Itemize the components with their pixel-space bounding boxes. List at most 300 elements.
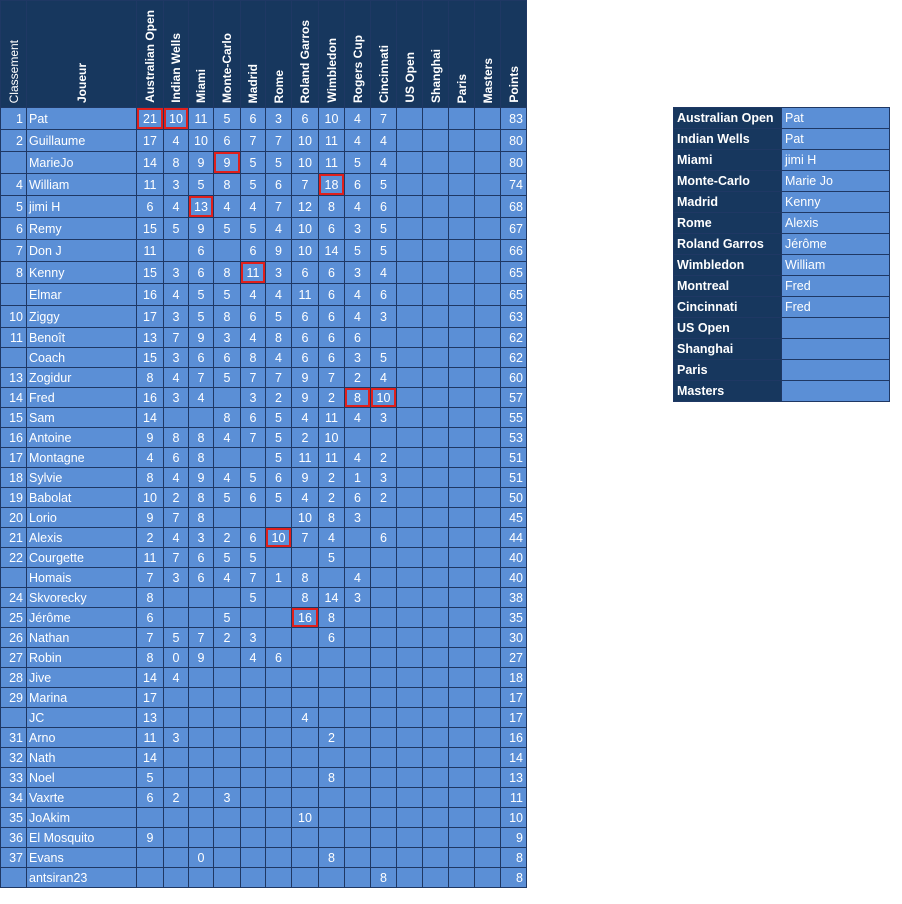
- score-cell-wimbledon[interactable]: 6: [319, 628, 345, 648]
- tournament-name[interactable]: Cincinnati: [674, 297, 782, 318]
- score-cell-shanghai[interactable]: [423, 608, 449, 628]
- rank-cell[interactable]: 19: [1, 488, 27, 508]
- score-cell-cincinnati[interactable]: [371, 608, 397, 628]
- score-cell-australian-open[interactable]: 17: [137, 130, 164, 152]
- score-cell-monte-carlo[interactable]: [214, 868, 241, 888]
- score-cell-shanghai[interactable]: [423, 108, 449, 130]
- score-cell-roland-garros[interactable]: 10: [292, 130, 319, 152]
- score-cell-miami[interactable]: 9: [189, 218, 214, 240]
- player-cell[interactable]: Guillaume: [27, 130, 137, 152]
- score-cell-us-open[interactable]: [397, 196, 423, 218]
- score-cell-cincinnati[interactable]: [371, 828, 397, 848]
- column-header-points[interactable]: [501, 1, 527, 108]
- score-cell-indian-wells[interactable]: 4: [164, 284, 189, 306]
- score-cell-rome[interactable]: [266, 588, 292, 608]
- score-cell-rogers-cup[interactable]: [345, 648, 371, 668]
- score-cell-australian-open[interactable]: 14: [137, 408, 164, 428]
- score-cell-shanghai[interactable]: [423, 240, 449, 262]
- score-cell-australian-open[interactable]: 9: [137, 508, 164, 528]
- score-cell-paris[interactable]: [449, 568, 475, 588]
- score-cell-masters[interactable]: [475, 174, 501, 196]
- score-cell-us-open[interactable]: [397, 368, 423, 388]
- score-cell-us-open[interactable]: [397, 448, 423, 468]
- score-cell-paris[interactable]: [449, 528, 475, 548]
- score-cell-rome[interactable]: 5: [266, 408, 292, 428]
- score-cell-australian-open[interactable]: 6: [137, 196, 164, 218]
- score-cell-australian-open[interactable]: 8: [137, 368, 164, 388]
- score-cell-monte-carlo[interactable]: 9: [214, 152, 241, 174]
- score-cell-cincinnati[interactable]: [371, 588, 397, 608]
- score-cell-shanghai[interactable]: [423, 468, 449, 488]
- score-cell-roland-garros[interactable]: [292, 788, 319, 808]
- points-cell[interactable]: 53: [501, 428, 527, 448]
- score-cell-us-open[interactable]: [397, 608, 423, 628]
- score-cell-monte-carlo[interactable]: 5: [214, 108, 241, 130]
- score-cell-paris[interactable]: [449, 262, 475, 284]
- score-cell-madrid[interactable]: 6: [241, 488, 266, 508]
- points-cell[interactable]: 65: [501, 262, 527, 284]
- score-cell-cincinnati[interactable]: [371, 648, 397, 668]
- rank-cell[interactable]: 1: [1, 108, 27, 130]
- tournament-name[interactable]: Paris: [674, 360, 782, 381]
- score-cell-paris[interactable]: [449, 868, 475, 888]
- winner-name[interactable]: Fred: [782, 297, 890, 318]
- score-cell-paris[interactable]: [449, 368, 475, 388]
- points-cell[interactable]: 51: [501, 468, 527, 488]
- points-cell[interactable]: 35: [501, 608, 527, 628]
- score-cell-roland-garros[interactable]: [292, 828, 319, 848]
- score-cell-australian-open[interactable]: [137, 848, 164, 868]
- score-cell-masters[interactable]: [475, 262, 501, 284]
- score-cell-masters[interactable]: [475, 218, 501, 240]
- score-cell-cincinnati[interactable]: 5: [371, 348, 397, 368]
- score-cell-indian-wells[interactable]: 10: [164, 108, 189, 130]
- score-cell-madrid[interactable]: [241, 848, 266, 868]
- score-cell-monte-carlo[interactable]: 5: [214, 488, 241, 508]
- score-cell-indian-wells[interactable]: [164, 808, 189, 828]
- score-cell-miami[interactable]: [189, 668, 214, 688]
- score-cell-roland-garros[interactable]: 9: [292, 368, 319, 388]
- column-header-indian-wells[interactable]: [164, 1, 189, 108]
- score-cell-shanghai[interactable]: [423, 218, 449, 240]
- score-cell-monte-carlo[interactable]: 8: [214, 174, 241, 196]
- score-cell-paris[interactable]: [449, 408, 475, 428]
- score-cell-miami[interactable]: 6: [189, 240, 214, 262]
- rank-cell[interactable]: 29: [1, 688, 27, 708]
- score-cell-indian-wells[interactable]: 4: [164, 668, 189, 688]
- score-cell-us-open[interactable]: [397, 262, 423, 284]
- score-cell-masters[interactable]: [475, 548, 501, 568]
- score-cell-rome[interactable]: [266, 848, 292, 868]
- player-cell[interactable]: Zogidur: [27, 368, 137, 388]
- score-cell-australian-open[interactable]: 15: [137, 218, 164, 240]
- points-cell[interactable]: 74: [501, 174, 527, 196]
- score-cell-indian-wells[interactable]: 8: [164, 152, 189, 174]
- score-cell-monte-carlo[interactable]: [214, 768, 241, 788]
- points-cell[interactable]: 14: [501, 748, 527, 768]
- score-cell-masters[interactable]: [475, 868, 501, 888]
- score-cell-madrid[interactable]: [241, 868, 266, 888]
- score-cell-australian-open[interactable]: 8: [137, 648, 164, 668]
- player-cell[interactable]: Sylvie: [27, 468, 137, 488]
- winner-name[interactable]: [782, 339, 890, 360]
- score-cell-indian-wells[interactable]: 3: [164, 174, 189, 196]
- score-cell-us-open[interactable]: [397, 152, 423, 174]
- rank-cell[interactable]: 15: [1, 408, 27, 428]
- score-cell-miami[interactable]: [189, 608, 214, 628]
- score-cell-us-open[interactable]: [397, 240, 423, 262]
- score-cell-paris[interactable]: [449, 388, 475, 408]
- score-cell-indian-wells[interactable]: 4: [164, 528, 189, 548]
- score-cell-us-open[interactable]: [397, 808, 423, 828]
- score-cell-cincinnati[interactable]: 2: [371, 488, 397, 508]
- score-cell-us-open[interactable]: [397, 388, 423, 408]
- points-cell[interactable]: 83: [501, 108, 527, 130]
- rank-cell[interactable]: 26: [1, 628, 27, 648]
- player-cell[interactable]: Nath: [27, 748, 137, 768]
- score-cell-shanghai[interactable]: [423, 348, 449, 368]
- score-cell-rome[interactable]: [266, 828, 292, 848]
- score-cell-us-open[interactable]: [397, 588, 423, 608]
- score-cell-madrid[interactable]: [241, 728, 266, 748]
- score-cell-cincinnati[interactable]: [371, 688, 397, 708]
- score-cell-wimbledon[interactable]: 10: [319, 428, 345, 448]
- tournament-name[interactable]: Indian Wells: [674, 129, 782, 150]
- score-cell-miami[interactable]: [189, 708, 214, 728]
- score-cell-cincinnati[interactable]: [371, 808, 397, 828]
- score-cell-wimbledon[interactable]: [319, 568, 345, 588]
- score-cell-us-open[interactable]: [397, 748, 423, 768]
- score-cell-madrid[interactable]: 4: [241, 196, 266, 218]
- score-cell-roland-garros[interactable]: [292, 688, 319, 708]
- score-cell-madrid[interactable]: 3: [241, 628, 266, 648]
- score-cell-australian-open[interactable]: 21: [137, 108, 164, 130]
- points-cell[interactable]: 17: [501, 708, 527, 728]
- score-cell-indian-wells[interactable]: 0: [164, 648, 189, 668]
- score-cell-us-open[interactable]: [397, 306, 423, 328]
- score-cell-masters[interactable]: [475, 748, 501, 768]
- score-cell-rome[interactable]: 3: [266, 262, 292, 284]
- score-cell-rogers-cup[interactable]: [345, 548, 371, 568]
- score-cell-us-open[interactable]: [397, 788, 423, 808]
- score-cell-madrid[interactable]: 5: [241, 548, 266, 568]
- score-cell-roland-garros[interactable]: 10: [292, 240, 319, 262]
- points-cell[interactable]: 44: [501, 528, 527, 548]
- score-cell-indian-wells[interactable]: [164, 768, 189, 788]
- score-cell-masters[interactable]: [475, 608, 501, 628]
- rank-cell[interactable]: 37: [1, 848, 27, 868]
- score-cell-miami[interactable]: 11: [189, 108, 214, 130]
- score-cell-masters[interactable]: [475, 428, 501, 448]
- rank-cell[interactable]: 31: [1, 728, 27, 748]
- score-cell-madrid[interactable]: [241, 448, 266, 468]
- score-cell-miami[interactable]: [189, 588, 214, 608]
- winner-name[interactable]: [782, 318, 890, 339]
- score-cell-rome[interactable]: [266, 628, 292, 648]
- score-cell-rogers-cup[interactable]: 5: [345, 152, 371, 174]
- rank-cell[interactable]: 20: [1, 508, 27, 528]
- rank-cell[interactable]: 36: [1, 828, 27, 848]
- score-cell-cincinnati[interactable]: [371, 328, 397, 348]
- score-cell-us-open[interactable]: [397, 328, 423, 348]
- column-header-rome[interactable]: [266, 1, 292, 108]
- score-cell-miami[interactable]: 8: [189, 448, 214, 468]
- player-cell[interactable]: Homais: [27, 568, 137, 588]
- score-cell-rome[interactable]: 8: [266, 328, 292, 348]
- score-cell-rome[interactable]: 5: [266, 152, 292, 174]
- rank-cell[interactable]: 21: [1, 528, 27, 548]
- score-cell-paris[interactable]: [449, 240, 475, 262]
- player-cell[interactable]: Marina: [27, 688, 137, 708]
- score-cell-rome[interactable]: 6: [266, 648, 292, 668]
- player-cell[interactable]: Nathan: [27, 628, 137, 648]
- points-cell[interactable]: 8: [501, 868, 527, 888]
- score-cell-australian-open[interactable]: 11: [137, 548, 164, 568]
- rank-cell[interactable]: 33: [1, 768, 27, 788]
- score-cell-indian-wells[interactable]: 7: [164, 548, 189, 568]
- points-cell[interactable]: 13: [501, 768, 527, 788]
- score-cell-roland-garros[interactable]: [292, 868, 319, 888]
- player-cell[interactable]: Skvorecky: [27, 588, 137, 608]
- score-cell-roland-garros[interactable]: 9: [292, 388, 319, 408]
- score-cell-rome[interactable]: 2: [266, 388, 292, 408]
- score-cell-shanghai[interactable]: [423, 388, 449, 408]
- score-cell-indian-wells[interactable]: 6: [164, 448, 189, 468]
- score-cell-indian-wells[interactable]: 8: [164, 428, 189, 448]
- score-cell-monte-carlo[interactable]: 2: [214, 628, 241, 648]
- score-cell-paris[interactable]: [449, 828, 475, 848]
- score-cell-shanghai[interactable]: [423, 628, 449, 648]
- player-cell[interactable]: Lorio: [27, 508, 137, 528]
- score-cell-monte-carlo[interactable]: [214, 828, 241, 848]
- score-cell-paris[interactable]: [449, 688, 475, 708]
- score-cell-wimbledon[interactable]: 11: [319, 130, 345, 152]
- score-cell-roland-garros[interactable]: 2: [292, 428, 319, 448]
- score-cell-rogers-cup[interactable]: [345, 868, 371, 888]
- player-cell[interactable]: Noel: [27, 768, 137, 788]
- score-cell-madrid[interactable]: [241, 808, 266, 828]
- score-cell-wimbledon[interactable]: 8: [319, 196, 345, 218]
- score-cell-wimbledon[interactable]: 6: [319, 306, 345, 328]
- rank-cell[interactable]: 22: [1, 548, 27, 568]
- score-cell-miami[interactable]: 8: [189, 428, 214, 448]
- score-cell-wimbledon[interactable]: [319, 828, 345, 848]
- score-cell-rogers-cup[interactable]: 3: [345, 588, 371, 608]
- score-cell-rogers-cup[interactable]: [345, 728, 371, 748]
- score-cell-wimbledon[interactable]: 11: [319, 448, 345, 468]
- score-cell-us-open[interactable]: [397, 218, 423, 240]
- column-header-miami[interactable]: [189, 1, 214, 108]
- score-cell-paris[interactable]: [449, 130, 475, 152]
- score-cell-cincinnati[interactable]: 6: [371, 196, 397, 218]
- score-cell-masters[interactable]: [475, 688, 501, 708]
- score-cell-roland-garros[interactable]: 6: [292, 108, 319, 130]
- score-cell-rogers-cup[interactable]: 4: [345, 130, 371, 152]
- score-cell-roland-garros[interactable]: 11: [292, 284, 319, 306]
- score-cell-australian-open[interactable]: 14: [137, 668, 164, 688]
- player-cell[interactable]: Ziggy: [27, 306, 137, 328]
- rank-cell[interactable]: [1, 708, 27, 728]
- rank-cell[interactable]: 27: [1, 648, 27, 668]
- score-cell-monte-carlo[interactable]: 6: [214, 348, 241, 368]
- score-cell-australian-open[interactable]: 16: [137, 284, 164, 306]
- score-cell-roland-garros[interactable]: 10: [292, 808, 319, 828]
- score-cell-monte-carlo[interactable]: 4: [214, 428, 241, 448]
- winner-name[interactable]: Marie Jo: [782, 171, 890, 192]
- score-cell-wimbledon[interactable]: 8: [319, 608, 345, 628]
- score-cell-shanghai[interactable]: [423, 688, 449, 708]
- score-cell-australian-open[interactable]: 11: [137, 240, 164, 262]
- score-cell-monte-carlo[interactable]: 6: [214, 130, 241, 152]
- column-header-paris[interactable]: [449, 1, 475, 108]
- score-cell-indian-wells[interactable]: [164, 748, 189, 768]
- points-cell[interactable]: 30: [501, 628, 527, 648]
- score-cell-paris[interactable]: [449, 748, 475, 768]
- score-cell-miami[interactable]: 6: [189, 262, 214, 284]
- score-cell-cincinnati[interactable]: 4: [371, 368, 397, 388]
- tournament-name[interactable]: Wimbledon: [674, 255, 782, 276]
- score-cell-monte-carlo[interactable]: [214, 708, 241, 728]
- score-cell-paris[interactable]: [449, 428, 475, 448]
- score-cell-masters[interactable]: [475, 768, 501, 788]
- score-cell-australian-open[interactable]: 17: [137, 306, 164, 328]
- score-cell-cincinnati[interactable]: [371, 508, 397, 528]
- points-cell[interactable]: 45: [501, 508, 527, 528]
- score-cell-australian-open[interactable]: 13: [137, 328, 164, 348]
- score-cell-miami[interactable]: [189, 688, 214, 708]
- score-cell-indian-wells[interactable]: [164, 708, 189, 728]
- score-cell-indian-wells[interactable]: 3: [164, 388, 189, 408]
- score-cell-madrid[interactable]: [241, 508, 266, 528]
- score-cell-wimbledon[interactable]: 5: [319, 548, 345, 568]
- score-cell-shanghai[interactable]: [423, 868, 449, 888]
- score-cell-madrid[interactable]: [241, 748, 266, 768]
- rank-cell[interactable]: [1, 568, 27, 588]
- score-cell-paris[interactable]: [449, 728, 475, 748]
- score-cell-masters[interactable]: [475, 588, 501, 608]
- score-cell-monte-carlo[interactable]: [214, 848, 241, 868]
- points-cell[interactable]: 38: [501, 588, 527, 608]
- score-cell-indian-wells[interactable]: 3: [164, 568, 189, 588]
- score-cell-masters[interactable]: [475, 130, 501, 152]
- player-cell[interactable]: Sam: [27, 408, 137, 428]
- score-cell-madrid[interactable]: 7: [241, 428, 266, 448]
- score-cell-wimbledon[interactable]: 2: [319, 488, 345, 508]
- tournament-name[interactable]: Shanghai: [674, 339, 782, 360]
- score-cell-rogers-cup[interactable]: 3: [345, 508, 371, 528]
- score-cell-shanghai[interactable]: [423, 548, 449, 568]
- score-cell-indian-wells[interactable]: 3: [164, 728, 189, 748]
- score-cell-rogers-cup[interactable]: [345, 788, 371, 808]
- score-cell-monte-carlo[interactable]: 4: [214, 568, 241, 588]
- score-cell-us-open[interactable]: [397, 728, 423, 748]
- player-cell[interactable]: antsiran23: [27, 868, 137, 888]
- score-cell-monte-carlo[interactable]: [214, 508, 241, 528]
- score-cell-miami[interactable]: 8: [189, 508, 214, 528]
- score-cell-wimbledon[interactable]: [319, 808, 345, 828]
- score-cell-paris[interactable]: [449, 328, 475, 348]
- score-cell-masters[interactable]: [475, 528, 501, 548]
- score-cell-rogers-cup[interactable]: 3: [345, 218, 371, 240]
- score-cell-madrid[interactable]: 7: [241, 130, 266, 152]
- score-cell-monte-carlo[interactable]: 5: [214, 548, 241, 568]
- score-cell-australian-open[interactable]: [137, 868, 164, 888]
- score-cell-wimbledon[interactable]: 2: [319, 388, 345, 408]
- score-cell-wimbledon[interactable]: 8: [319, 508, 345, 528]
- score-cell-us-open[interactable]: [397, 768, 423, 788]
- score-cell-rome[interactable]: 5: [266, 448, 292, 468]
- score-cell-us-open[interactable]: [397, 528, 423, 548]
- score-cell-roland-garros[interactable]: 6: [292, 262, 319, 284]
- score-cell-madrid[interactable]: 6: [241, 306, 266, 328]
- tournament-name[interactable]: Monte-Carlo: [674, 171, 782, 192]
- score-cell-madrid[interactable]: 7: [241, 368, 266, 388]
- points-cell[interactable]: 55: [501, 408, 527, 428]
- winner-name[interactable]: [782, 360, 890, 381]
- score-cell-australian-open[interactable]: 5: [137, 768, 164, 788]
- score-cell-madrid[interactable]: 3: [241, 388, 266, 408]
- score-cell-masters[interactable]: [475, 328, 501, 348]
- player-cell[interactable]: William: [27, 174, 137, 196]
- score-cell-cincinnati[interactable]: 10: [371, 388, 397, 408]
- rank-cell[interactable]: 25: [1, 608, 27, 628]
- score-cell-us-open[interactable]: [397, 488, 423, 508]
- score-cell-rogers-cup[interactable]: 4: [345, 284, 371, 306]
- player-cell[interactable]: MarieJo: [27, 152, 137, 174]
- score-cell-madrid[interactable]: 8: [241, 348, 266, 368]
- score-cell-rome[interactable]: 6: [266, 174, 292, 196]
- score-cell-masters[interactable]: [475, 808, 501, 828]
- score-cell-australian-open[interactable]: 11: [137, 728, 164, 748]
- score-cell-shanghai[interactable]: [423, 848, 449, 868]
- score-cell-madrid[interactable]: 5: [241, 152, 266, 174]
- score-cell-us-open[interactable]: [397, 548, 423, 568]
- score-cell-cincinnati[interactable]: 3: [371, 306, 397, 328]
- points-cell[interactable]: 65: [501, 284, 527, 306]
- score-cell-rogers-cup[interactable]: 4: [345, 408, 371, 428]
- winner-name[interactable]: Kenny: [782, 192, 890, 213]
- points-cell[interactable]: 80: [501, 152, 527, 174]
- score-cell-madrid[interactable]: [241, 688, 266, 708]
- score-cell-australian-open[interactable]: 7: [137, 628, 164, 648]
- score-cell-madrid[interactable]: 11: [241, 262, 266, 284]
- score-cell-cincinnati[interactable]: 4: [371, 130, 397, 152]
- score-cell-rogers-cup[interactable]: [345, 688, 371, 708]
- score-cell-roland-garros[interactable]: 10: [292, 508, 319, 528]
- winner-name[interactable]: Fred: [782, 276, 890, 297]
- score-cell-paris[interactable]: [449, 788, 475, 808]
- score-cell-roland-garros[interactable]: [292, 628, 319, 648]
- player-cell[interactable]: Jive: [27, 668, 137, 688]
- tournament-name[interactable]: Roland Garros: [674, 234, 782, 255]
- score-cell-indian-wells[interactable]: [164, 868, 189, 888]
- score-cell-masters[interactable]: [475, 152, 501, 174]
- score-cell-wimbledon[interactable]: [319, 788, 345, 808]
- player-cell[interactable]: Alexis: [27, 528, 137, 548]
- score-cell-indian-wells[interactable]: 3: [164, 262, 189, 284]
- score-cell-miami[interactable]: [189, 868, 214, 888]
- column-header-roland-garros[interactable]: [292, 1, 319, 108]
- score-cell-us-open[interactable]: [397, 648, 423, 668]
- score-cell-rome[interactable]: [266, 808, 292, 828]
- score-cell-shanghai[interactable]: [423, 130, 449, 152]
- winner-name[interactable]: Pat: [782, 129, 890, 150]
- points-cell[interactable]: 51: [501, 448, 527, 468]
- score-cell-rome[interactable]: [266, 788, 292, 808]
- score-cell-us-open[interactable]: [397, 868, 423, 888]
- score-cell-rogers-cup[interactable]: [345, 668, 371, 688]
- score-cell-miami[interactable]: 10: [189, 130, 214, 152]
